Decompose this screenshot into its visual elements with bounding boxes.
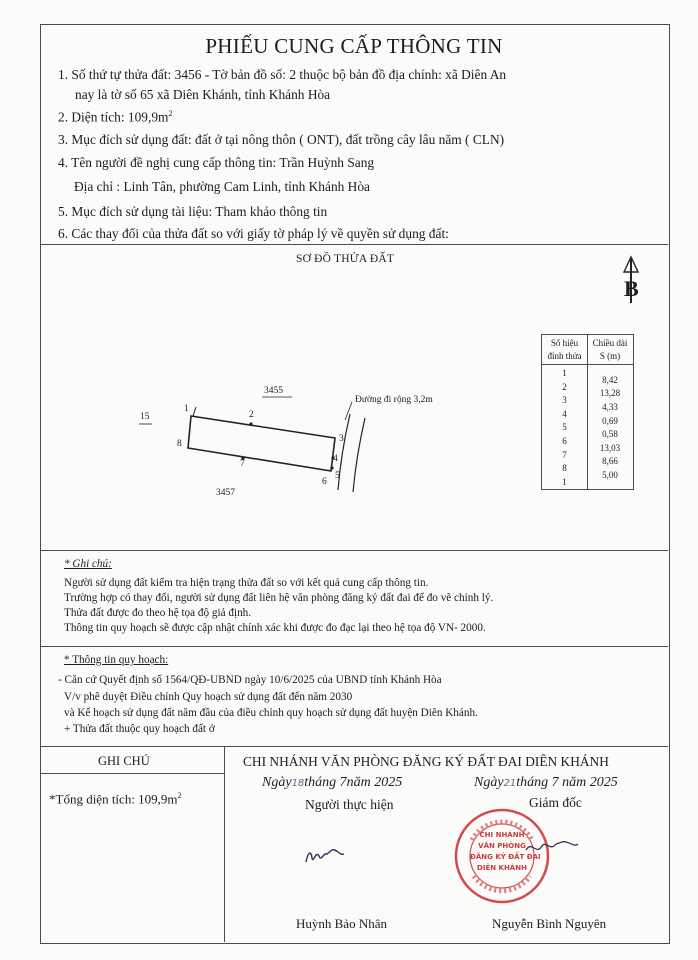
- point-label-7: 7: [240, 459, 245, 469]
- footer-office-name: CHI NHÁNH VĂN PHÒNG ĐĂNG KÝ ĐẤT ĐAI DIÊN KHÁNH: [243, 754, 609, 769]
- info-item-3: 3. Mục đích sử dụng đất: đất ở tại nông thôn ( ONT), đất trồng cây lâu năm ( CLN): [58, 132, 505, 147]
- role-right: Giám đốc: [529, 795, 582, 810]
- road-leader: [345, 402, 352, 420]
- point-label-2: 2: [249, 410, 254, 420]
- document-title: PHIẾU CUNG CẤP THÔNG TIN: [205, 34, 503, 58]
- info-item-1a: 1. Số thứ tự thửa đất: 3456 - Tờ bản đồ số: 2 thuộc bộ bản đồ địa chính: xã Diên An: [58, 67, 507, 82]
- stamp-line: VĂN PHÒNG: [478, 842, 526, 850]
- footer-col-divider: [224, 746, 225, 942]
- edge-table-vertex: 1: [562, 368, 567, 378]
- date-left-day: 18: [291, 778, 305, 789]
- name-left: Huỳnh Bảo Nhân: [296, 916, 387, 931]
- label-parcel-15: 15: [140, 412, 150, 422]
- info-item-1b: nay là tờ số 65 xã Diên Khánh, tỉnh Khánh Hòa: [75, 87, 331, 102]
- stamp-line: CHI NHÁNH: [479, 831, 525, 839]
- edge-table-length: 4,33: [602, 402, 618, 412]
- edge-table-vertex: 3: [562, 395, 567, 406]
- edge-table-header-col1-b: đỉnh thửa: [547, 351, 582, 361]
- edge-table-vertex: 1: [562, 476, 567, 487]
- divider-planning: [40, 746, 668, 747]
- vertex-dot-5: [330, 466, 333, 469]
- point-label-6: 6: [322, 477, 327, 487]
- planning-line-3: và Kế hoạch sử dụng đất năm đầu của điều chỉnh quy hoạch sử dụng đất huyện Diên Khánh.: [64, 707, 478, 719]
- stamp-line: DIÊN KHÁNH: [477, 864, 527, 872]
- divider-diagram: [40, 550, 668, 551]
- divider-notes: [40, 646, 668, 647]
- note-line-3: Thửa đất được đo theo hệ tọa độ giả định.: [64, 607, 252, 619]
- edge-table-length: 0,58: [602, 429, 618, 440]
- edge-table-header-col2-a: Chiều dài: [592, 338, 628, 348]
- edge-table-header-col1-a: Số hiệu: [550, 338, 579, 348]
- date-left-prefix: Ngày: [262, 775, 292, 790]
- point-label-4: 4: [333, 454, 338, 464]
- note-line-2: Trường hợp có thay đổi, người sử dụng đất liên hệ văn phòng đăng ký đất đai để đo vẽ chỉnh lý.: [64, 592, 494, 604]
- edge-table-length: 8,42: [602, 374, 618, 385]
- date-right-day: 21: [503, 778, 517, 789]
- edge-table-length: 5,00: [602, 470, 618, 480]
- point-label-3: 3: [339, 434, 344, 444]
- signature-left-icon: [302, 838, 348, 868]
- edge-table-vertex: 7: [562, 449, 567, 460]
- footer-total-area: [49, 791, 182, 807]
- planning-line-2: V/v phê duyệt Điều chỉnh Quy hoạch sử dụng đất đến năm 2030: [64, 691, 353, 703]
- parcel-outline: [188, 416, 335, 471]
- total-area-sup: 2: [177, 791, 182, 800]
- north-letter: B: [624, 276, 639, 301]
- edge-table-vertex: 5: [562, 422, 567, 433]
- planning-line-4: + Thửa đất thuộc quy hoạch đất ở: [64, 723, 215, 735]
- area-label: 2. Diện tích: 109,9m: [58, 109, 169, 125]
- info-item-4: 4. Tên người đề nghị cung cấp thông tin: Trần Huỳnh Sang: [58, 155, 375, 170]
- area-sup: 2: [168, 109, 173, 118]
- diagram-title: SƠ ĐỒ THỬA ĐẤT: [296, 253, 395, 265]
- edge-table-length: 8,66: [602, 456, 618, 467]
- date-right-suffix: tháng 7 năm 2025: [516, 775, 618, 790]
- info-item-5: 5. Mục đích sử dụng tài liệu: Tham khảo thông tin: [58, 204, 328, 219]
- date-right: [474, 775, 618, 791]
- label-parcel-3455: 3455: [264, 386, 283, 396]
- info-address: Địa chỉ : Linh Tân, phường Cam Linh, tỉnh Khánh Hòa: [74, 179, 370, 194]
- edge-table-length: 13,03: [599, 442, 621, 453]
- name-right: Nguyễn Bình Nguyên: [492, 916, 607, 931]
- note-line-1: Người sử dụng đất kiểm tra hiện trạng thửa đất so với kết quả cung cấp thông tin.: [64, 577, 429, 589]
- point-label-5: 5: [335, 471, 340, 481]
- label-parcel-3457: 3457: [216, 488, 235, 498]
- note-line-4: Thông tin quy hoạch sẽ được cập nhật chính xác khi được đo đạc lại theo hệ tọa độ VN- 2000.: [64, 622, 486, 634]
- date-left-suffix: tháng 7năm 2025: [304, 775, 403, 790]
- vertex-dot-2: [249, 422, 252, 425]
- date-left: [262, 775, 402, 791]
- date-right-prefix: Ngày: [474, 775, 504, 790]
- parcel-tick-line: [193, 407, 196, 416]
- edge-table-length: 0,69: [602, 415, 618, 426]
- edge-table-header-divider: [541, 364, 633, 365]
- footer-ghichu-label: GHI CHÚ: [98, 754, 150, 768]
- point-label-1: 1: [184, 404, 189, 414]
- notes-heading: * Ghi chú:: [64, 558, 112, 570]
- edge-table-vertex: 8: [562, 463, 567, 474]
- total-area-text: *Tổng diện tích: 109,9m: [49, 791, 178, 807]
- edge-table-vertex: 2: [562, 381, 567, 392]
- footer-ghichu-divider: [40, 773, 224, 774]
- road-edge-right: [353, 418, 365, 492]
- role-left: Người thực hiện: [305, 797, 394, 812]
- signature-right-icon: [522, 832, 582, 862]
- info-item-6: 6. Các thay đổi của thửa đất so với giấy tờ pháp lý về quyền sử dụng đất:: [58, 226, 449, 241]
- edge-table-length: 13,28: [599, 388, 621, 399]
- edge-table-vertex: 4: [562, 408, 567, 419]
- planning-heading: * Thông tin quy hoạch:: [64, 654, 169, 666]
- edge-table-vertex: 6: [562, 436, 567, 446]
- planning-line-1: - Căn cứ Quyết định số 1564/QĐ-UBND ngày 10/6/2025 của UBND tỉnh Khánh Hòa: [58, 674, 442, 686]
- stamp-line: ĐĂNG KÝ ĐẤT ĐAI: [470, 853, 541, 861]
- edge-table-header-col2-b: S (m): [599, 351, 621, 361]
- point-label-8: 8: [177, 439, 182, 449]
- road-label: Đường đi rộng 3,2m: [355, 395, 433, 405]
